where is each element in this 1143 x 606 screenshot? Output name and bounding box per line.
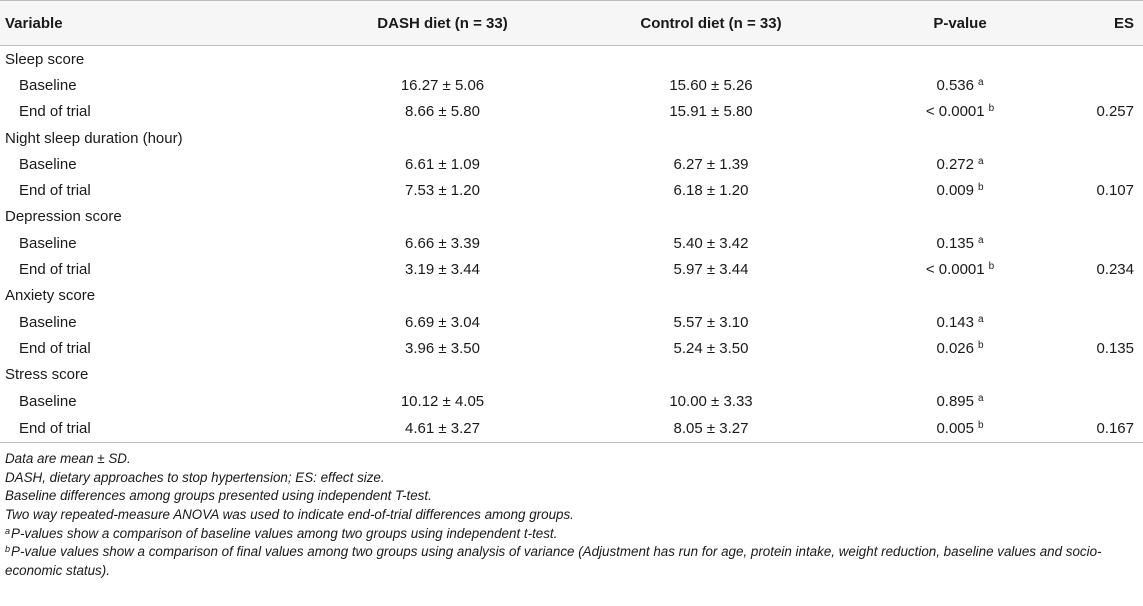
control-value: 15.91 ± 5.80	[669, 103, 753, 121]
footnote-data-format: Data are mean ± SD.	[5, 451, 131, 467]
header-control-diet: Control diet (n = 33)	[575, 1, 847, 46]
effect-size	[1037, 72, 1143, 98]
p-value-footnote-mark: b	[988, 103, 995, 115]
footnote-a	[5, 525, 1143, 544]
control-value: 15.60 ± 5.26	[669, 76, 753, 94]
p-value-cell	[847, 151, 1037, 177]
footnote-a-mark: a	[5, 525, 11, 536]
group-row	[0, 283, 1143, 309]
footnote-baseline-test: Baseline differences among groups presented using independent T-test.	[5, 488, 432, 504]
group-row	[0, 362, 1143, 388]
effect-size: 0.107	[1096, 182, 1134, 200]
dash-value: 10.12 ± 4.05	[400, 392, 485, 410]
p-value: 0.143	[936, 313, 974, 331]
p-value-cell	[847, 388, 1037, 414]
effect-size: 0.234	[1096, 261, 1134, 279]
effect-size	[1037, 151, 1143, 177]
footnote-abbreviations: DASH, dietary approaches to stop hypertension; ES: effect size.	[5, 469, 385, 485]
footnote-anova: Two way repeated-measure ANOVA was used to indicate end-of-trial differences among groups.	[5, 506, 574, 522]
p-value: 0.272	[936, 155, 974, 173]
dash-value: 4.61 ± 3.27	[310, 414, 575, 443]
group-label: Night sleep duration (hour)	[5, 129, 183, 147]
p-value-cell	[847, 72, 1037, 98]
header-effect-size: ES	[1037, 1, 1143, 46]
control-value: 5.97 ± 3.44	[673, 261, 749, 279]
dash-value: 6.66 ± 3.39	[405, 234, 480, 252]
table-row	[0, 72, 1143, 98]
p-value: 0.026	[936, 339, 974, 357]
p-value: < 0.0001	[925, 103, 985, 121]
control-value: 6.27 ± 1.39	[673, 155, 749, 173]
header-variable: Variable	[0, 1, 310, 46]
footnote-b	[5, 543, 1143, 580]
effect-size	[1037, 230, 1143, 256]
control-value: 5.57 ± 3.10	[673, 313, 749, 331]
control-value: 10.00 ± 3.33	[669, 392, 753, 410]
row-label: End of trial	[0, 414, 310, 443]
p-value-cell	[847, 309, 1037, 335]
header-p-value: P-value	[847, 1, 1037, 46]
p-value-footnote-mark: a	[977, 234, 984, 246]
table-row	[0, 414, 1143, 443]
row-label: Baseline	[19, 155, 77, 173]
table-row	[0, 99, 1143, 125]
header-row	[0, 1, 1143, 46]
footnote-b-mark: b	[5, 544, 11, 555]
control-value: 8.05 ± 3.27	[575, 414, 847, 443]
p-value-cell	[847, 414, 1037, 443]
row-label: End of trial	[19, 339, 91, 357]
effect-size	[1037, 388, 1143, 414]
row-label: Baseline	[19, 234, 77, 252]
dash-value: 7.53 ± 1.20	[405, 182, 480, 200]
p-value: < 0.0001	[925, 261, 985, 279]
row-label: End of trial	[19, 103, 91, 121]
header-dash-diet: DASH diet (n = 33)	[310, 1, 575, 46]
p-value-cell	[847, 99, 1037, 125]
row-label: End of trial	[19, 261, 91, 279]
p-value: 0.536	[936, 76, 974, 94]
p-value-footnote-mark: a	[977, 76, 984, 88]
effect-size	[1037, 309, 1143, 335]
p-value: 0.009	[936, 182, 974, 200]
group-row	[0, 46, 1143, 73]
effect-size: 0.135	[1096, 339, 1134, 357]
table-row	[0, 256, 1143, 282]
footnote-a-text: P-values show a comparison of baseline values among two groups using independent t-test.	[11, 525, 558, 541]
table-row	[0, 177, 1143, 203]
table-row	[0, 309, 1143, 335]
control-value: 6.18 ± 1.20	[673, 182, 749, 200]
control-value: 5.24 ± 3.50	[673, 339, 749, 357]
table-row	[0, 388, 1143, 414]
table-header	[0, 1, 1143, 46]
dash-value: 6.69 ± 3.04	[405, 313, 480, 331]
p-value: 0.005	[936, 419, 974, 437]
p-value-cell	[847, 256, 1037, 282]
row-label: End of trial	[19, 182, 91, 200]
group-label: Anxiety score	[5, 287, 96, 305]
group-row	[0, 204, 1143, 230]
group-label: Depression score	[5, 208, 122, 226]
p-value: 0.135	[936, 234, 974, 252]
p-value-footnote-mark: a	[977, 313, 984, 325]
footnote-b-text: P-value values show a comparison of final values among two groups using analysis of variance (Adjustment has run for age, protein intake, weight reduction, baseline values and socio-economic status).	[5, 544, 1102, 578]
effect-size: 0.167	[1037, 414, 1143, 443]
table-body	[0, 46, 1143, 443]
group-label: Stress score	[5, 366, 89, 384]
p-value-footnote-mark: b	[977, 339, 984, 351]
table-row	[0, 335, 1143, 361]
table-footnotes	[0, 443, 1143, 580]
effect-size: 0.257	[1096, 103, 1134, 121]
dash-value: 6.61 ± 1.09	[405, 155, 480, 173]
p-value-footnote-mark: b	[977, 182, 984, 194]
group-row	[0, 125, 1143, 151]
p-value-footnote-mark: b	[977, 419, 984, 431]
table-row	[0, 151, 1143, 177]
p-value: 0.895	[936, 392, 974, 410]
dash-value: 3.96 ± 3.50	[405, 339, 480, 357]
row-label: Baseline	[19, 313, 77, 331]
dash-value: 3.19 ± 3.44	[405, 261, 480, 279]
p-value-footnote-mark: a	[977, 155, 984, 167]
p-value-footnote-mark: a	[977, 392, 984, 404]
p-value-cell	[847, 230, 1037, 256]
group-label: Sleep score	[5, 50, 85, 68]
dash-value: 8.66 ± 5.80	[405, 103, 480, 121]
p-value-cell	[847, 177, 1037, 203]
p-value-footnote-mark: b	[988, 261, 995, 273]
row-label: Baseline	[19, 392, 77, 410]
p-value-cell	[847, 335, 1037, 361]
row-label: Baseline	[19, 76, 77, 94]
table-row	[0, 230, 1143, 256]
dash-value: 16.27 ± 5.06	[400, 76, 485, 94]
control-value: 5.40 ± 3.42	[673, 234, 749, 252]
